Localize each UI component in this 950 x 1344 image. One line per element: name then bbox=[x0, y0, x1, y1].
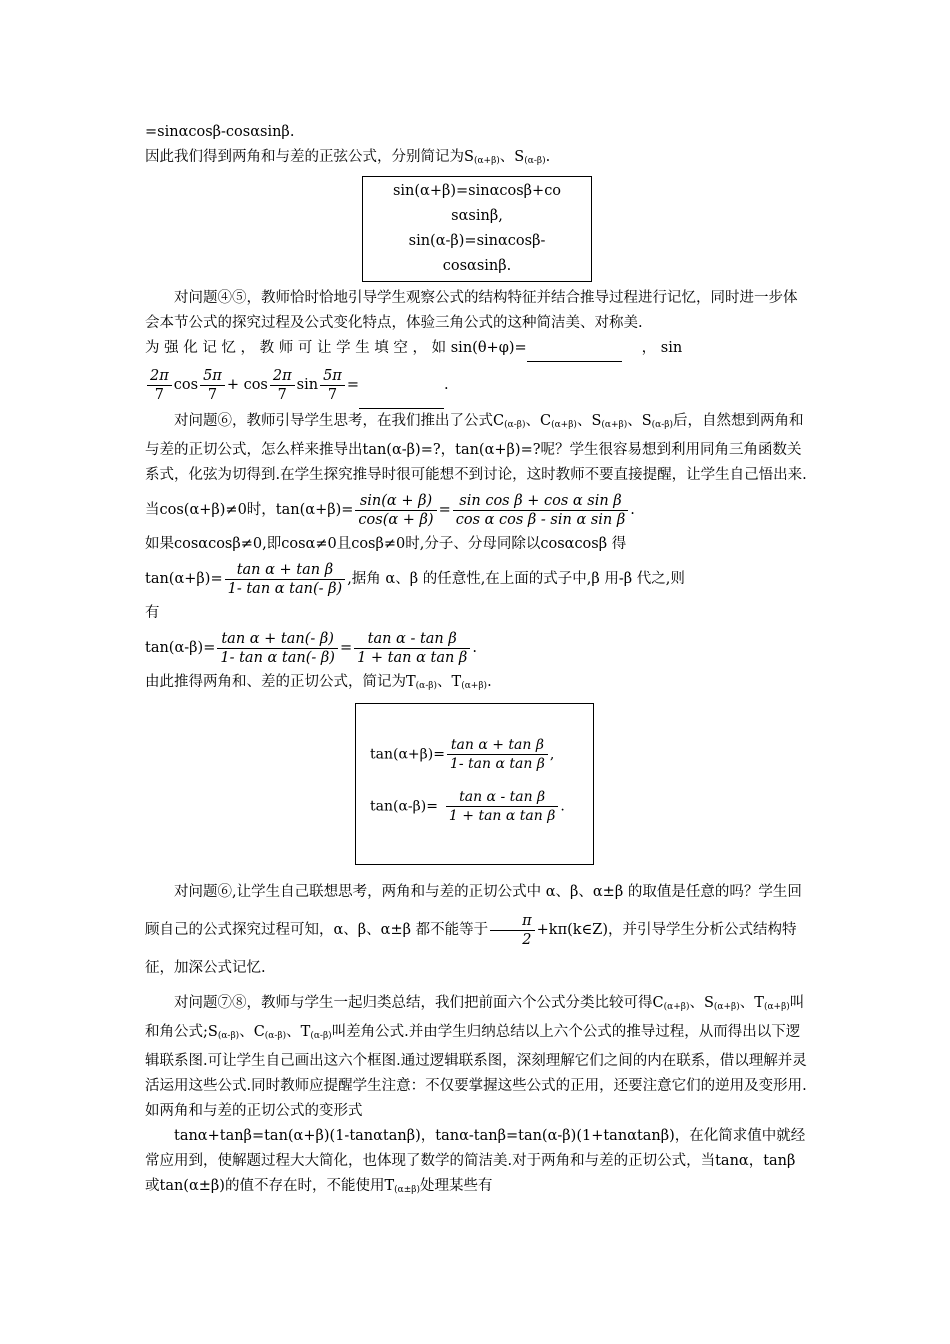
text: cos bbox=[173, 377, 199, 393]
box-line: sαsinβ, bbox=[451, 208, 503, 224]
text: sin bbox=[296, 377, 319, 393]
text: 、 bbox=[499, 149, 515, 165]
fill-blank bbox=[527, 336, 622, 362]
box-formula: tan(α+β)= $\frac{\text{tan α + tan β}}{\text{1- tan α tan β}}$ , bbox=[370, 737, 555, 772]
formula-line: tan(α-β)= $\frac{\text{tan α + tan(- β)}}{\text{1- tan α tan(- β)}}$ = $\frac{\text{tan α - tan β}}{\text{1 + tan α tan β}}$ . bbox=[145, 630, 477, 666]
formula-line: tan(α+β)= $\frac{\text{tan α + tan β}}{\text{1- tan α tan(- β)}}$ ,据角 α、β 的任意性,在上面的式子中,β 用-β 代之,则 bbox=[145, 561, 685, 597]
sine-formula-box bbox=[362, 176, 592, 282]
text: 因此我们得到两角和与差的正弦公式，分别简记为 bbox=[145, 149, 464, 165]
text: = bbox=[346, 377, 359, 393]
subscript: (α+β) bbox=[473, 156, 500, 166]
paragraph bbox=[145, 145, 807, 174]
box-formula: tan(α-β)= $\frac{\text{tan α - tan β}}{\text{1 + tan α tan β}}$ . bbox=[370, 789, 565, 824]
fraction: $\frac{\text{sin cos β + cos α sin β}}{\text{cos α cos β - sin α sin β}}$ bbox=[453, 492, 629, 529]
text: . bbox=[444, 377, 449, 393]
paragraph: 对问题⑥,让学生自己联想思考，两角和与差的正切公式中 α、β、α±β 的取值是任意的吗？学生回顾自己的公式探究过程可知，α、β、α±β 都不能等于 $\frac{\pi}{2}$ +kπ(k∈Z)，并引导学生分析公式结构特征，加深公式记忆. bbox=[145, 884, 802, 976]
fill-blank bbox=[359, 362, 444, 409]
fraction: $\frac{\text{tan α + tan(- β)}}{\text{1- tan α tan(- β)}}$ bbox=[217, 630, 338, 667]
paragraph: 有 bbox=[145, 605, 160, 621]
paragraph: 如果cosαcosβ≠0,即cosα≠0且cosβ≠0时,分子、分母同除以cosαcosβ 得 bbox=[145, 536, 627, 552]
text: . bbox=[545, 149, 551, 165]
box-line: cosαsinβ. bbox=[442, 258, 512, 274]
text: + cos bbox=[226, 377, 268, 393]
tangent-formula-box bbox=[355, 703, 594, 865]
paragraph: tanα+tanβ=tan(α+β)(1-tanαtanβ)，tanα-tanβ=tan(α-β)(1+tanαtanβ)，在化简求值中就经常应用到，使解题过程大大简化，也体现了数学的简洁美.对于两角和与差的正切公式，当tanα，tanβ 或tan(α±β)的值不存在时，不能使用$T_{(\alpha\pm\beta)}$处理某些有 bbox=[145, 1128, 806, 1195]
box-line: sin(α-β)=sinαcosβ- bbox=[408, 233, 546, 249]
formula-line bbox=[145, 362, 807, 409]
box-line: sin(α+β)=sinαcosβ+co bbox=[392, 183, 562, 199]
text: 为 强 化 记 忆 ， 教 师 可 让 学 生 填 空 ， 如 sin(θ+φ)= bbox=[145, 340, 527, 356]
fraction: $\frac{5\pi}{7}$ bbox=[320, 367, 345, 404]
paragraph: 对问题⑦⑧，教师与学生一起归类总结，我们把前面六个公式分类比较可得$C_{(\alpha+\beta)}$、$S_{(\alpha+\beta)}$、$T_{(\alpha+\beta)}$叫和角公式$;S_{(\alpha-\beta)}$、$C_{(\alpha-\beta)}$、$T_{(\alpha-\beta)}$叫差角公式.并由学生归纳总结以上六个公式的推导过程，从而得出以下逻辑联系图.可让学生自己画出这六个框图.通过逻辑联系图，深刻理解它们之间的内在联系，借以理解并灵活运用这些公式.同时教师应提醒学生注意：不仅要掌握这些公式的正用，还要注意它们的逆用及变形用.如两角和与差的正切公式的变形式 bbox=[145, 995, 807, 1119]
subscript: (α-β) bbox=[524, 156, 546, 166]
text: ， sin bbox=[641, 340, 683, 356]
document-page bbox=[145, 120, 807, 1203]
paragraph: 对问题④⑤，教师恰时恰地引导学生观察公式的结构特征并结合推导过程进行记忆，同时进一步体会本节公式的探究过程及公式变化特点，体验三角公式的这种简洁美、对称美. bbox=[145, 290, 798, 331]
fraction: $\frac{5\pi}{7}$ bbox=[200, 367, 225, 404]
paragraph bbox=[145, 336, 807, 362]
paragraph: 由此推得两角和、差的正切公式，简记为$T_{(\alpha-\beta)}$、$T_{(\alpha+\beta)}$. bbox=[145, 674, 492, 691]
formula-line: 当cos(α+β)≠0时，tan(α+β)= $\frac{\sin(\alpha + \beta)}{\cos(\alpha + \beta)}$ = $\frac{\text{sin cos β + cos α sin β}}{\text{cos α cos β - sin α sin β}}$ . bbox=[145, 492, 635, 528]
formula-line: =sinαcosβ-cosαsinβ. bbox=[145, 124, 295, 140]
fraction: $\frac{\text{tan α - tan β}}{\text{1 + tan α tan β}}$ bbox=[354, 630, 470, 667]
fraction: $\frac{2\pi}{7}$ bbox=[270, 367, 295, 404]
fraction: $\frac{\pi}{2}$ bbox=[490, 912, 535, 949]
paragraph: 对问题⑥，教师引导学生思考，在我们推出了公式$C_{(\alpha-\beta)}$、$C_{(\alpha+\beta)}$、$S_{(\alpha+\beta)}$、$S_{(\alpha-\beta)}$后，自然想到两角和与差的正切公式，怎么样来推导出tan(α-β)=?，tan(α+β)=?呢？学生很容易想到利用同角三角函数关系式，化弦为切得到.在学生探究推导时很可能想不到讨论，这时教师不要直接提醒，让学生自己悟出来. bbox=[145, 413, 807, 483]
fraction: $\frac{\sin(\alpha + \beta)}{\cos(\alpha + \beta)}$ bbox=[355, 492, 436, 529]
symbol: S bbox=[514, 149, 525, 165]
fraction: $\frac{\text{tan α + tan β}}{\text{1- tan α tan(- β)}}$ bbox=[225, 561, 346, 598]
symbol: S bbox=[464, 149, 474, 165]
fraction: $\frac{2\pi}{7}$ bbox=[147, 367, 172, 404]
